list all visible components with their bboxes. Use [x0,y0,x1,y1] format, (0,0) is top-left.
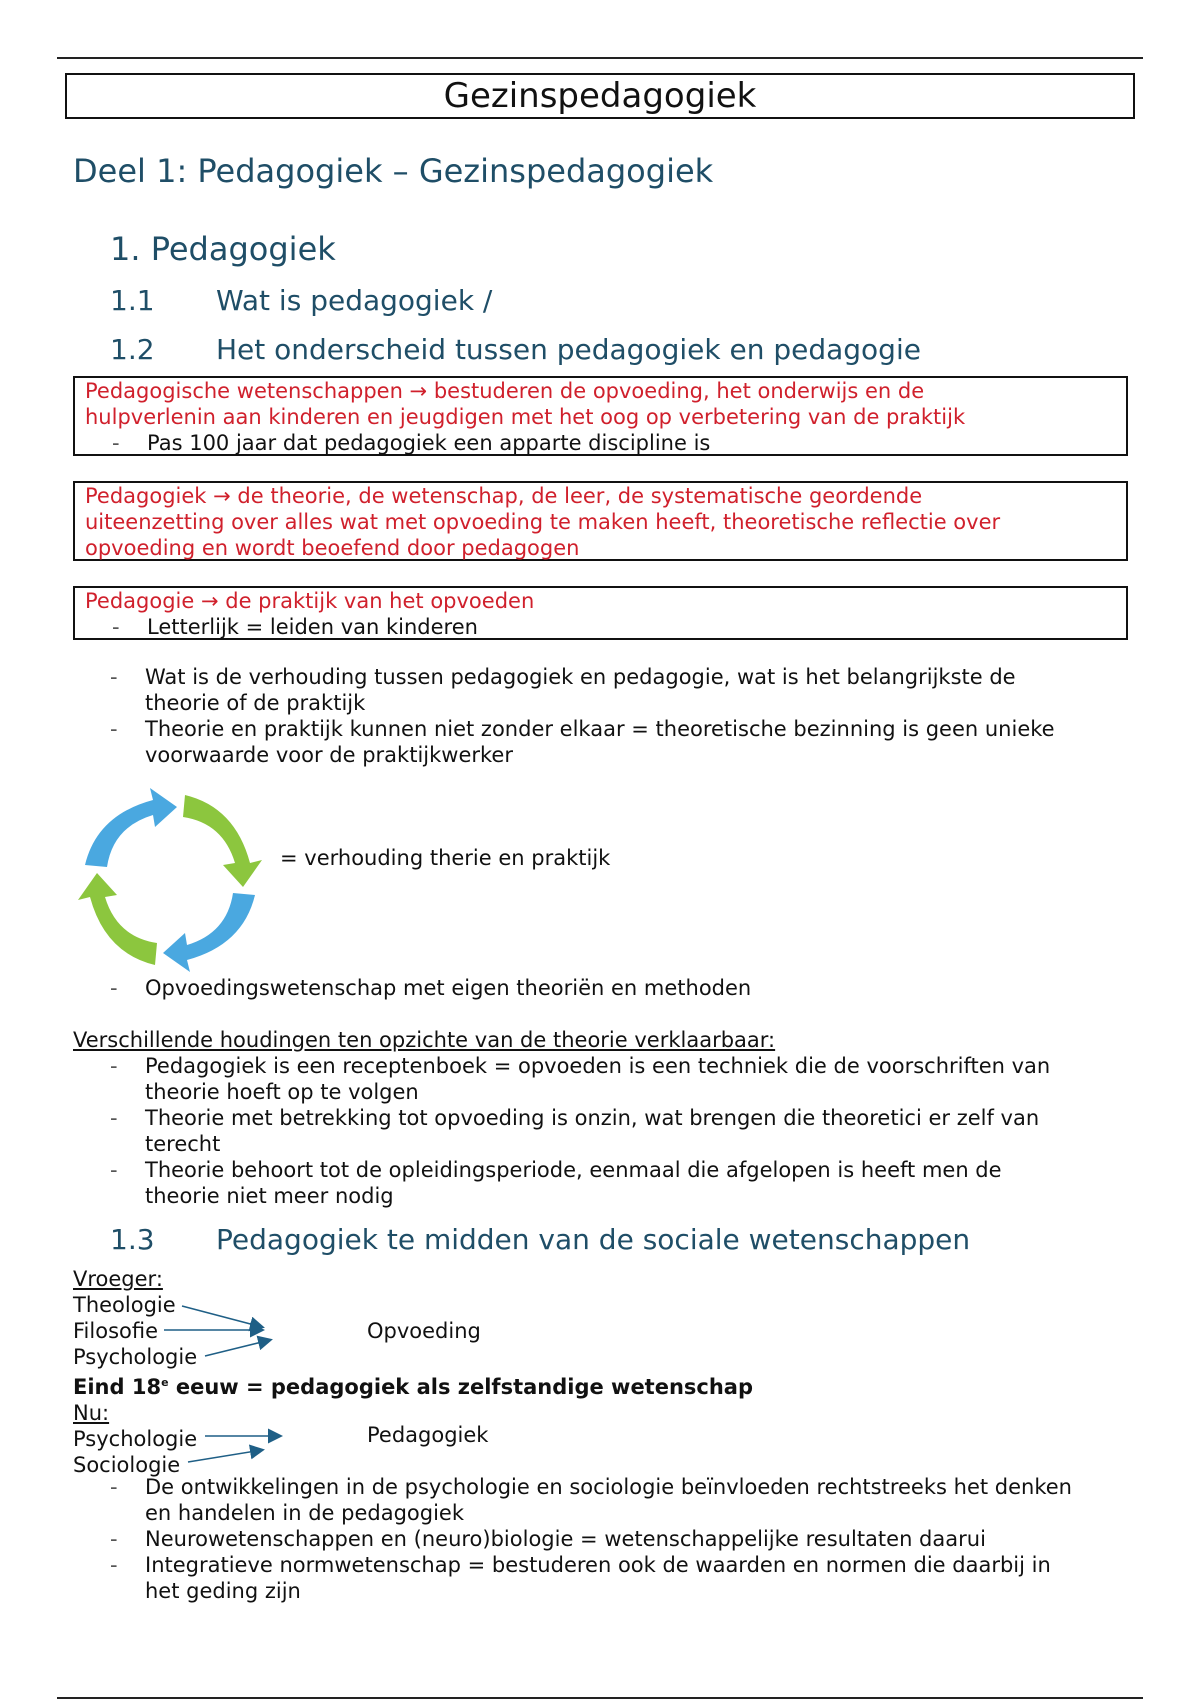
section-title: Pedagogiek te midden van de sociale wetenschappen [216,1223,971,1256]
dash-icon: - [110,976,118,1000]
definition-line: Pedagogie → de praktijk van het opvoeden [85,589,535,613]
milestone-post: eeuw = pedagogiek als zelfstandige wetenschap [168,1375,754,1399]
list-item-line: het geding zijn [145,1579,301,1603]
list-item-line: theorie niet meer nodig [145,1184,394,1208]
chapter-number: 1. [110,230,141,268]
discipline-psychologie: Psychologie [73,1345,198,1369]
target-opvoeding: Opvoeding [367,1319,481,1343]
discipline-psychologie-now: Psychologie [73,1427,198,1451]
list-item-line: Pedagogiek is een receptenboek = opvoeden is een techniek die de voorschriften van [145,1054,1051,1078]
list-item [73,1474,1133,1526]
definition-line: Pedagogische wetenschappen → bestuderen de opvoeding, het onderwijs en de [85,379,925,403]
arrow-theologie [182,1306,262,1327]
list-item-line: Integratieve normwetenschap = bestuderen ook de waarden en normen die daarbij in [145,1553,1051,1577]
vroeger-label: Vroeger: [73,1267,163,1291]
milestone-pre: Eind 18 [73,1375,162,1399]
dash-icon: - [110,1106,118,1130]
discipline-theologie: Theologie [73,1293,176,1317]
dash-icon: - [110,1054,118,1078]
list-item-line: en handelen in de pedagogiek [145,1501,464,1525]
section-number: 1.1 [110,284,155,317]
list-item [73,1526,1133,1552]
list-item-line: De ontwikkelingen in de psychologie en sociologie beïnvloeden rechtstreeks het denken [145,1475,1072,1499]
cycle-caption: = verhouding therie en praktijk [280,846,611,870]
list-item-line: terecht [145,1132,221,1156]
dash-icon: - [110,1553,118,1577]
section-number: 1.3 [110,1223,155,1256]
section-title: Wat is pedagogiek / [216,284,493,317]
attitudes-heading: Verschillende houdingen ten opzichte van de theorie verklaarbaar: [73,1028,776,1052]
list-item-line: Neurowetenschappen en (neuro)biologie = wetenschappelijke resultaten daarui [145,1527,986,1551]
discipline-filosofie: Filosofie [73,1319,159,1343]
bullet-text: Pas 100 jaar dat pedagogiek een apparte discipline is [147,431,711,455]
section-number: 1.2 [110,333,155,366]
definition-line: uiteenzetting over alles wat met opvoeding te maken heeft, theoretische reflectie over [85,510,1001,534]
list-item-text: Opvoedingswetenschap met eigen theoriën en methoden [145,976,752,1000]
arrow-psychologie [205,1340,270,1356]
list-item-line: theorie hoeft op te volgen [145,1080,419,1104]
definition-line: hulpverlenin aan kinderen en jeugdigen met het oog op verbetering van de praktijk [85,405,966,429]
bullet-list-developments [73,1474,1133,1604]
bullet-text: Letterlijk = leiden van kinderen [147,615,478,639]
chapter-title: Pedagogiek [150,230,336,268]
dash-icon: - [110,1527,118,1551]
nu-label: Nu: [73,1401,110,1425]
list-item-line: Wat is de verhouding tussen pedagogiek en pedagogie, wat is het belangrijkste de [145,665,1016,689]
part-heading: Deel 1: Pedagogiek – Gezinspedagogiek [73,152,714,190]
dash-icon: - [110,1158,118,1182]
page-title: Gezinspedagogiek [65,73,1135,119]
definition-line: Pedagogiek → de theorie, de wetenschap, de leer, de systematische geordende [85,484,923,508]
list-item-line: voorwaarde voor de praktijkwerker [145,743,513,767]
list-item-line: Theorie en praktijk kunnen niet zonder elkaar = theoretische bezinning is geen unieke [145,717,1055,741]
dash-icon: - [110,665,118,689]
dash-icon: - [110,1475,118,1499]
definition-line: opvoeding en wordt beoefend door pedagogen [85,536,580,560]
list-item-line: Theorie met betrekking tot opvoeding is onzin, wat brengen die theoretici er zelf van [145,1106,1040,1130]
list-item-line: Theorie behoort tot de opleidingsperiode, eenmaal die afgelopen is heeft men de [145,1158,1002,1182]
dash-icon: - [112,615,120,639]
milestone-sup: e [161,1376,169,1389]
target-pedagogiek: Pedagogiek [367,1423,489,1447]
dash-icon: - [110,717,118,741]
list-item-line: theorie of de praktijk [145,691,366,715]
section-title: Het onderscheid tussen pedagogiek en pedagogie [216,333,921,366]
dash-icon: - [112,431,120,455]
bottom-rule [57,1697,1143,1699]
arrow-sociologie [188,1450,262,1462]
list-item [73,1552,1133,1604]
discipline-sociologie: Sociologie [73,1453,181,1477]
